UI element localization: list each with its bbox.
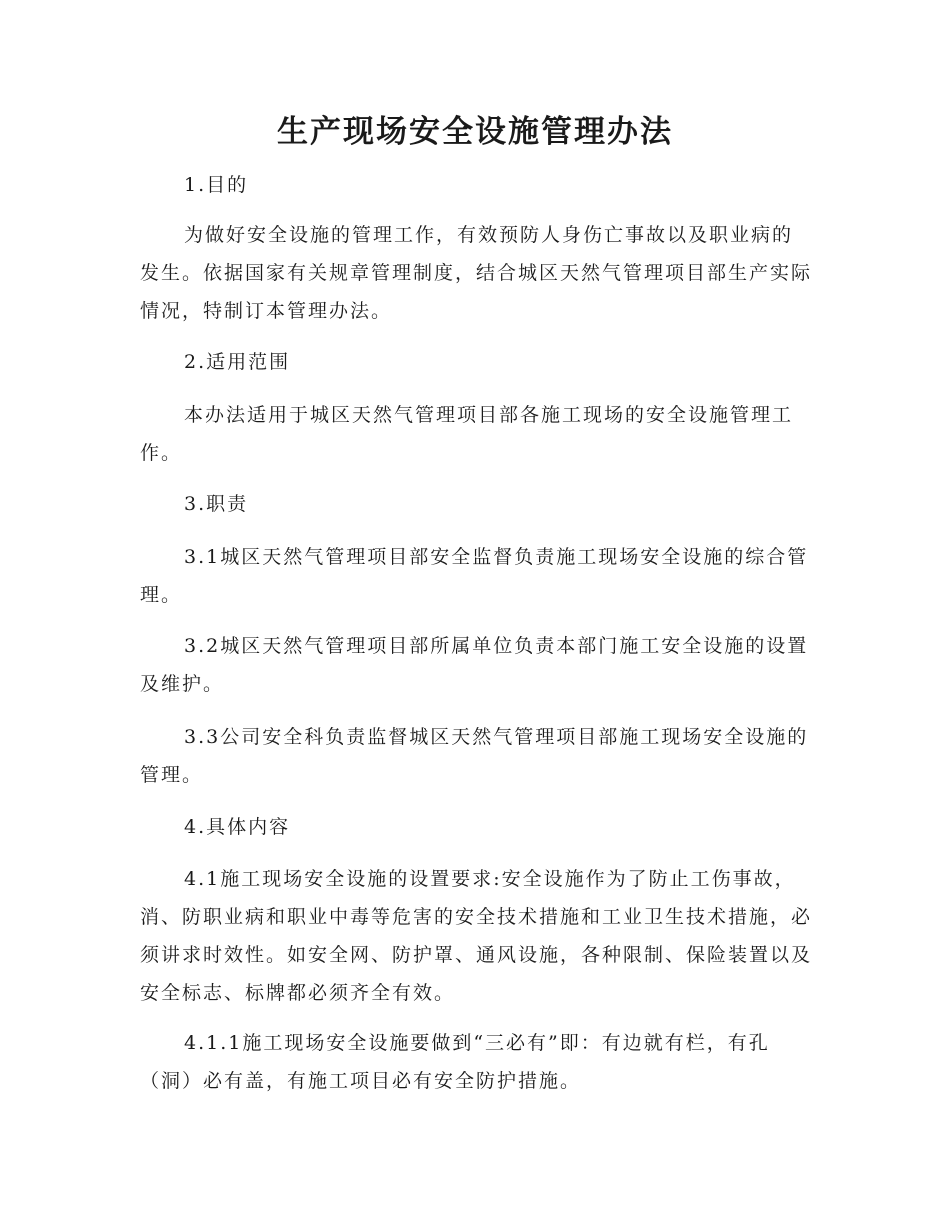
section-heading-scope: 2.适用范围 <box>184 351 291 373</box>
paragraph-3-3: 3.3公司安全科负责监督城区天然气管理项目部施工现场安全设施的管理。 <box>140 726 809 786</box>
paragraph-scope: 本办法适用于城区天然气管理项目部各施工现场的安全设施管理工作。 <box>140 404 794 464</box>
section-heading-responsibilities: 3.职责 <box>184 493 249 515</box>
paragraph-4-1-1: 4.1.1施工现场安全设施要做到“三必有”即：有边就有栏，有孔（洞）必有盖，有施工项目必有安全防护措施。 <box>140 1032 770 1092</box>
section-heading-contents: 4.具体内容 <box>184 816 291 838</box>
section-heading-purpose: 1.目的 <box>184 174 249 196</box>
document-title: 生产现场安全设施管理办法 <box>277 114 673 150</box>
paragraph-4-1: 4.1施工现场安全设施的设置要求:安全设施作为了防止工伤事故，消、防职业病和职业中毒等危害的安全技术措施和工业卫生技术措施，必须讲求时效性。如安全网、防护罩、通风设施，各种限制、保险装置以及安全标志、标牌都必须齐全有效。 <box>140 868 813 1004</box>
paragraph-3-1: 3.1城区天然气管理项目部安全监督负责施工现场安全设施的综合管理。 <box>140 546 809 606</box>
paragraph-purpose: 为做好安全设施的管理工作，有效预防人身伤亡事故以及职业病的发生。依据国家有关规章管理制度，结合城区天然气管理项目部生产实际情况，特制订本管理办法。 <box>140 224 813 322</box>
paragraph-3-2: 3.2城区天然气管理项目部所属单位负责本部门施工安全设施的设置及维护。 <box>140 635 809 695</box>
